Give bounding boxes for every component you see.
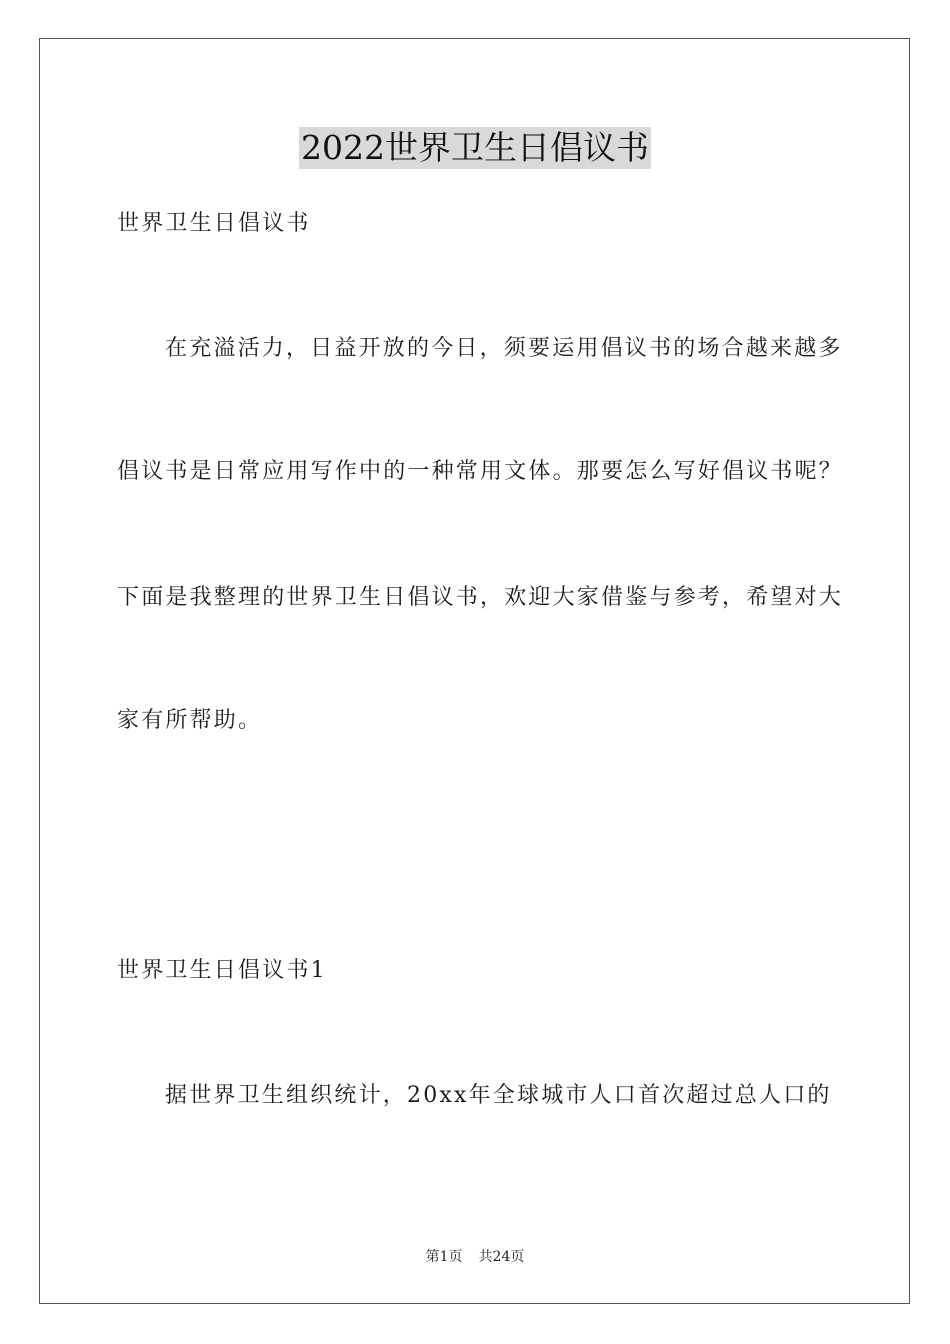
intro-line-2: 倡议书是日常应用写作中的一种常用文体。那要怎么写好倡议书呢？	[117, 459, 844, 484]
document-title: 2022世界卫生日倡议书	[301, 128, 649, 167]
title-container	[0, 127, 950, 169]
intro-line-4: 家有所帮助。	[117, 708, 263, 733]
section-first-line: 据世界卫生组织统计，20xx年全球城市人口首次超过总人口的	[165, 1083, 832, 1108]
section-heading: 世界卫生日倡议书1	[117, 958, 327, 983]
page-footer	[0, 1246, 950, 1266]
document-subtitle: 世界卫生日倡议书	[117, 211, 311, 236]
intro-line-3: 下面是我整理的世界卫生日倡议书，欢迎大家借鉴与参考，希望对大	[117, 585, 844, 610]
intro-line-1: 在充溢活力，日益开放的今日，须要运用倡议书的场合越来越多	[165, 336, 843, 361]
page-number-current: 第1页	[425, 1249, 463, 1265]
page-number-total: 共24页	[478, 1249, 525, 1265]
